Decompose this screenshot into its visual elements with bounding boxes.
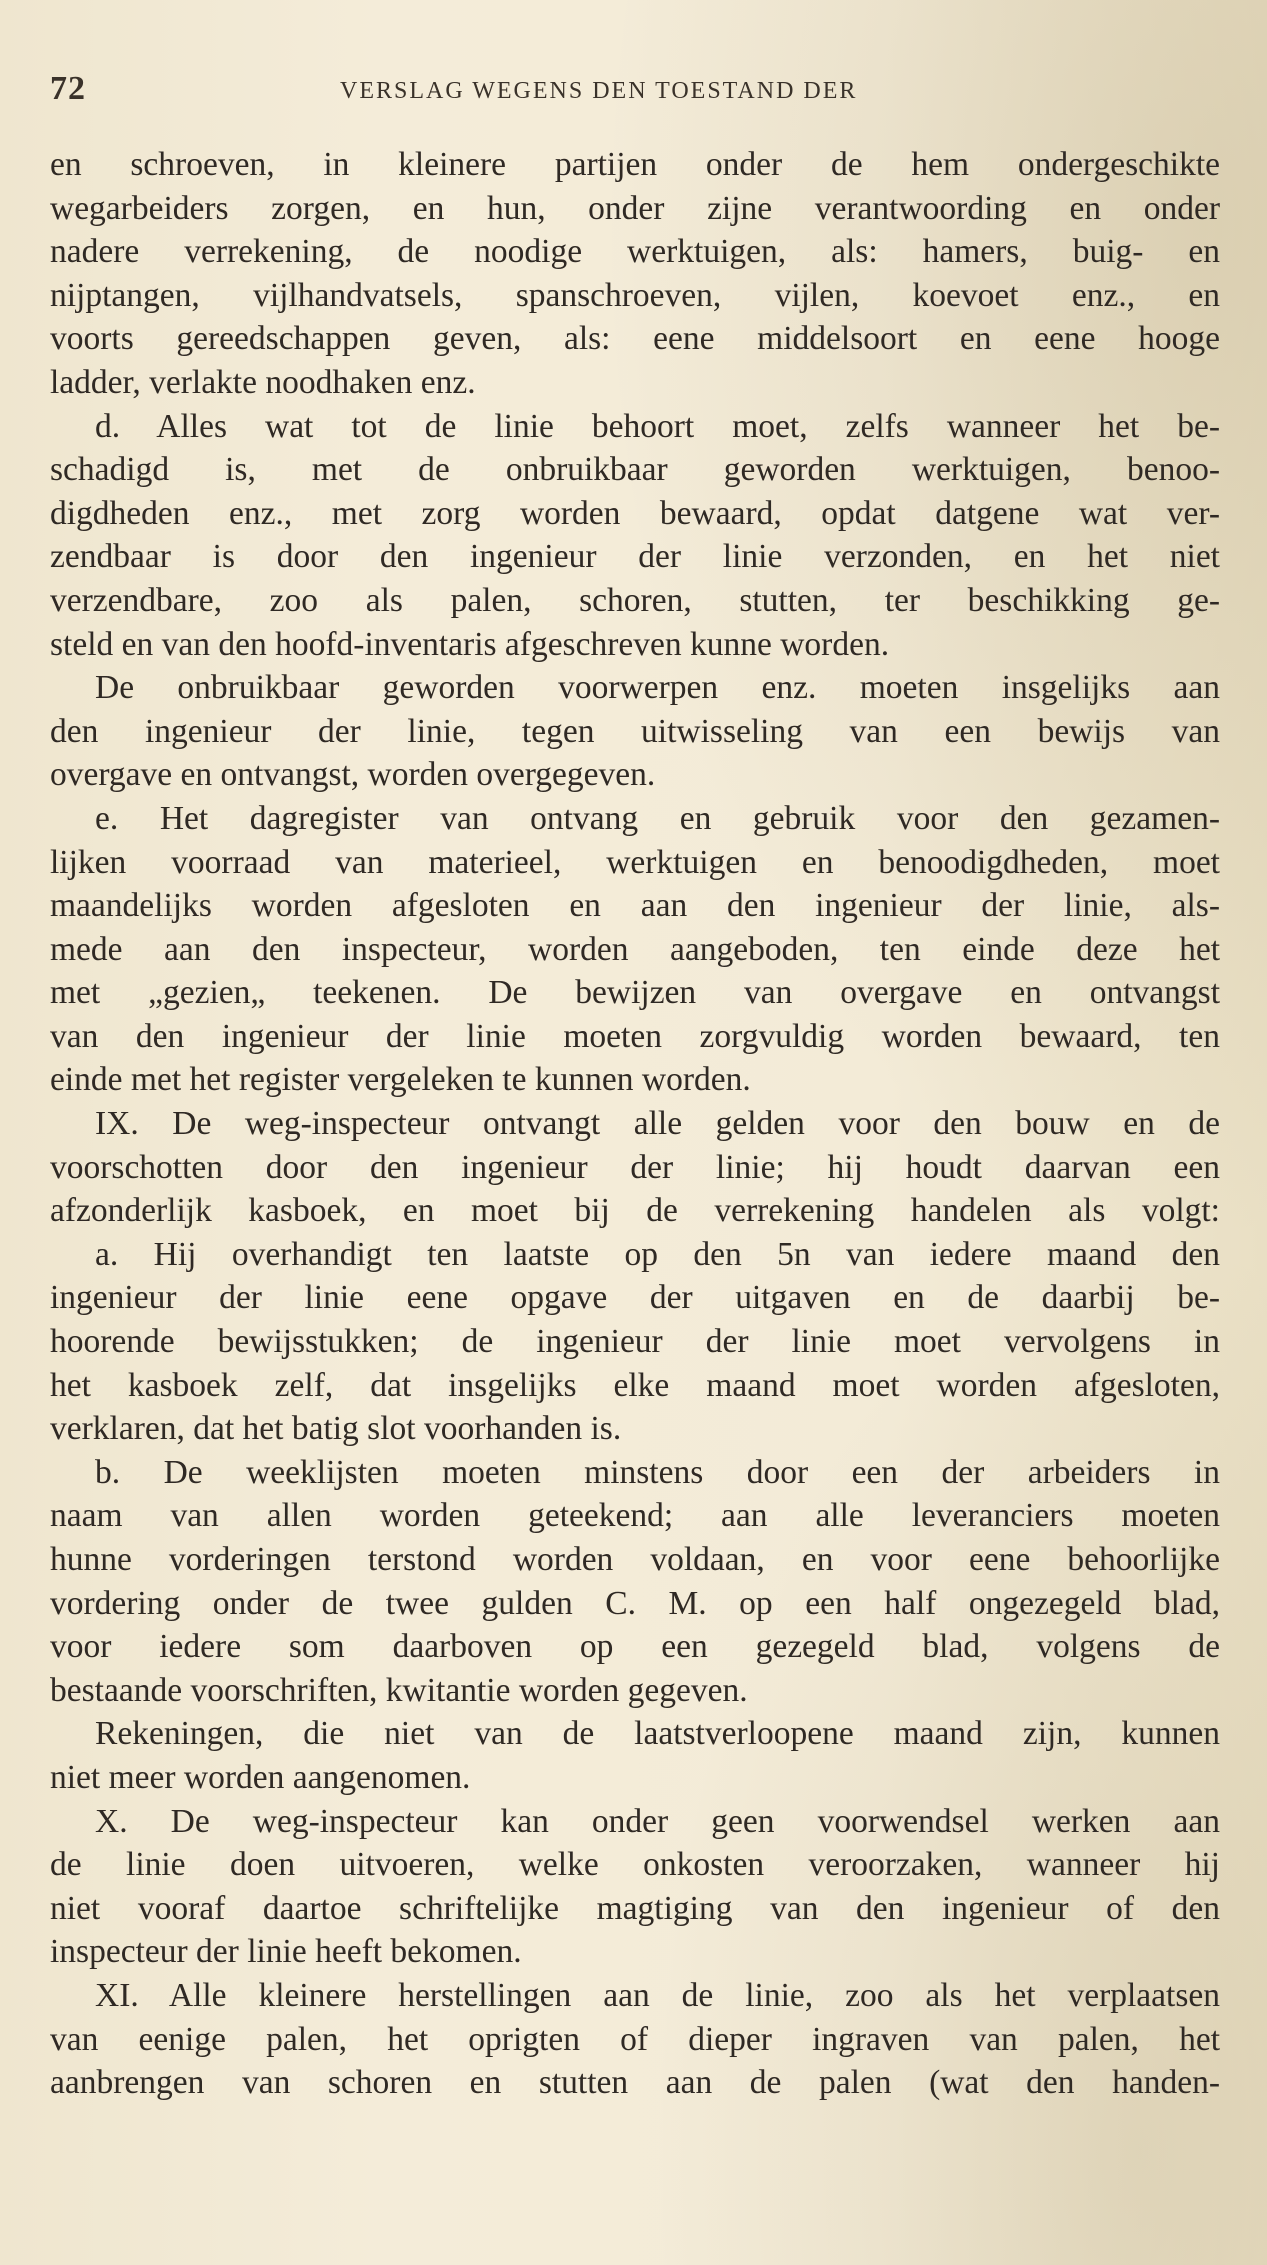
text-line: mede aan den inspecteur, worden aangeboden, ten einde deze het bbox=[50, 930, 1220, 968]
text-line: en schroeven, in kleinere partijen onder de hem ondergeschikte bbox=[50, 146, 1220, 183]
text-line: Rekeningen, die niet van de laatstverloopene maand zijn, kunnen bbox=[95, 1715, 1220, 1753]
text-line: steld en van den hoofd-inventaris afgeschreven kunne worden. bbox=[50, 625, 890, 663]
text-line: wegarbeiders zorgen, en hun, onder zijne verantwoording en onder bbox=[50, 189, 1220, 227]
text-line: verklaren, dat het batig slot voorhanden is. bbox=[50, 1410, 622, 1448]
text-line: ingenieur der linie eene opgave der uitgaven en de daarbij be- bbox=[50, 1279, 1220, 1317]
text-line: zendbaar is door den ingenieur der linie verzonden, en het niet bbox=[50, 538, 1220, 576]
text-line: nadere verrekening, de noodige werktuigen, als: hamers, buig- en bbox=[50, 233, 1220, 271]
text-line: aanbrengen van schoren en stutten aan de palen (wat den handen- bbox=[50, 2064, 1220, 2102]
page-header bbox=[50, 70, 1225, 120]
text-line: hoorende bewijsstukken; de ingenieur der linie moet vervolgens in bbox=[50, 1323, 1220, 1361]
text-line: voorts gereedschappen geven, als: eene middelsoort en eene hooge bbox=[50, 320, 1220, 358]
text-line: nijptangen, vijlhandvatsels, spanschroeven, vijlen, koevoet enz., en bbox=[50, 276, 1220, 314]
text-line: overgave en ontvangst, worden overgegeven. bbox=[50, 756, 656, 794]
text-line: inspecteur der linie heeft bekomen. bbox=[50, 1933, 522, 1971]
text-line: van eenige palen, het oprigten of dieper ingraven van palen, het bbox=[50, 2020, 1220, 2058]
text-line: digdheden enz., met zorg worden bewaard, opdat datgene wat ver- bbox=[50, 494, 1220, 532]
text-line: naam van allen worden geteekend; aan alle leveranciers moeten bbox=[50, 1497, 1220, 1535]
text-line: afzonderlijk kasboek, en moet bij de verrekening handelen als volgt: bbox=[50, 1192, 1220, 1230]
text-line: met „gezien„ teekenen. De bewijzen van overgave en ontvangst bbox=[50, 974, 1220, 1012]
text-line: voor iedere som daarboven op een gezegeld blad, volgens de bbox=[50, 1628, 1220, 1666]
text-line: XI. Alle kleinere herstellingen aan de linie, zoo als het verplaatsen bbox=[95, 1976, 1220, 2014]
text-line: e. Het dagregister van ontvang en gebruik voor den gezamen- bbox=[95, 799, 1220, 837]
text-line: vordering onder de twee gulden C. M. op een half ongezegeld blad, bbox=[50, 1584, 1220, 1622]
body-text bbox=[50, 143, 1220, 2105]
text-line: niet meer worden aangenomen. bbox=[50, 1758, 471, 1796]
running-head: VERSLAG WEGENS DEN TOESTAND DER bbox=[340, 78, 858, 104]
text-line: IX. De weg-inspecteur ontvangt alle gelden voor den bouw en de bbox=[95, 1105, 1220, 1143]
text-line: de linie doen uitvoeren, welke onkosten veroorzaken, wanneer hij bbox=[50, 1846, 1220, 1884]
text-line: voorschotten door den ingenieur der linie; hij houdt daarvan een bbox=[50, 1148, 1220, 1186]
text-line: maandelijks worden afgesloten en aan den ingenieur der linie, als- bbox=[50, 887, 1220, 925]
page-number: 72 bbox=[50, 70, 86, 107]
text-line: schadigd is, met de onbruikbaar geworden werktuigen, benoo- bbox=[50, 451, 1220, 489]
text-line: b. De weeklijsten moeten minstens door een der arbeiders in bbox=[95, 1453, 1220, 1491]
text-line: niet vooraf daartoe schriftelijke magtiging van den ingenieur of den bbox=[50, 1889, 1220, 1927]
text-line: verzendbare, zoo als palen, schoren, stutten, ter beschikking ge- bbox=[50, 581, 1220, 619]
text-line: ladder, verlakte noodhaken enz. bbox=[50, 363, 476, 401]
text-line: lijken voorraad van materieel, werktuigen en benoodigdheden, moet bbox=[50, 843, 1220, 881]
text-line: het kasboek zelf, dat insgelijks elke maand moet worden afgesloten, bbox=[50, 1366, 1220, 1404]
text-line: einde met het register vergeleken te kunnen worden. bbox=[50, 1061, 751, 1099]
text-line: van den ingenieur der linie moeten zorgvuldig worden bewaard, ten bbox=[50, 1017, 1220, 1055]
text-line: den ingenieur der linie, tegen uitwisseling van een bewijs van bbox=[50, 712, 1220, 750]
text-line: De onbruikbaar geworden voorwerpen enz. moeten insgelijks aan bbox=[95, 669, 1220, 707]
text-line: a. Hij overhandigt ten laatste op den 5n van iedere maand den bbox=[95, 1235, 1220, 1273]
text-line: X. De weg-inspecteur kan onder geen voorwendsel werken aan bbox=[95, 1802, 1220, 1840]
text-line: bestaande voorschriften, kwitantie worden gegeven. bbox=[50, 1671, 748, 1709]
text-line: d. Alles wat tot de linie behoort moet, zelfs wanneer het be- bbox=[95, 407, 1220, 445]
text-line: hunne vorderingen terstond worden voldaan, en voor eene behoorlijke bbox=[50, 1541, 1220, 1578]
